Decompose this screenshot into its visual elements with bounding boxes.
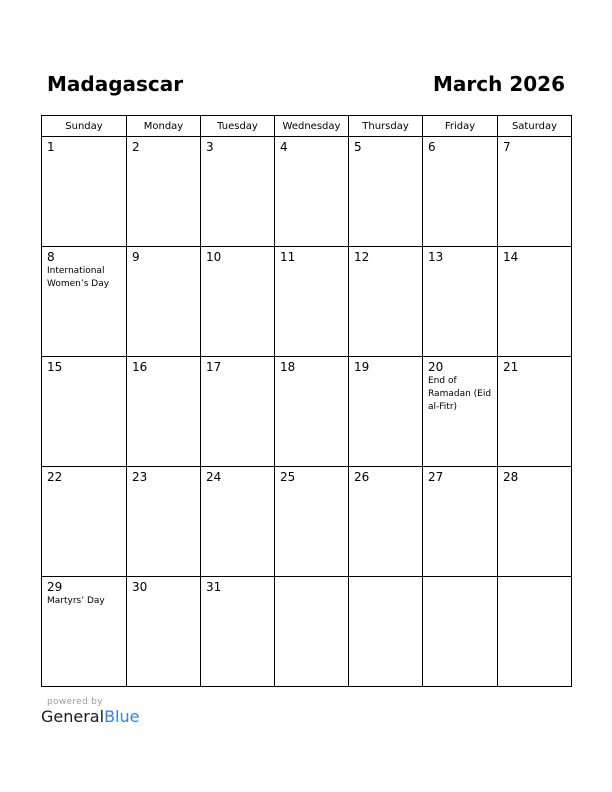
day-cell xyxy=(423,137,498,247)
brand-blue-text: Blue xyxy=(104,707,140,726)
day-cell xyxy=(349,247,423,357)
weekday-header: Thursday xyxy=(349,116,423,137)
day-cell xyxy=(349,357,423,467)
day-number: 6 xyxy=(428,140,436,154)
day-cell xyxy=(498,467,572,577)
day-number: 27 xyxy=(428,470,444,484)
day-number: 31 xyxy=(206,580,222,594)
day-number: 19 xyxy=(354,360,370,374)
week-row xyxy=(42,137,572,247)
day-cell xyxy=(349,577,423,687)
day-cell xyxy=(42,577,127,687)
day-cell xyxy=(201,247,275,357)
day-cell xyxy=(423,247,498,357)
day-cell xyxy=(127,137,201,247)
day-number: 30 xyxy=(132,580,148,594)
day-number: 5 xyxy=(354,140,362,154)
day-cell xyxy=(201,137,275,247)
day-number: 2 xyxy=(132,140,140,154)
day-number: 24 xyxy=(206,470,222,484)
day-cell xyxy=(201,357,275,467)
day-number: 28 xyxy=(503,470,519,484)
day-number: 20 xyxy=(428,360,444,374)
powered-by-label: powered by xyxy=(47,697,103,707)
day-number: 23 xyxy=(132,470,148,484)
weekday-header: Wednesday xyxy=(275,116,349,137)
day-number: 1 xyxy=(47,140,55,154)
weekday-header: Saturday xyxy=(498,116,572,137)
day-cell xyxy=(42,247,127,357)
day-cell xyxy=(498,247,572,357)
day-number: 3 xyxy=(206,140,214,154)
month-title: March 2026 xyxy=(433,72,565,96)
day-number: 11 xyxy=(280,250,296,264)
day-number: 17 xyxy=(206,360,222,374)
calendar-grid xyxy=(41,115,572,687)
day-number: 22 xyxy=(47,470,63,484)
day-cell xyxy=(42,357,127,467)
day-cell xyxy=(275,577,349,687)
day-number: 16 xyxy=(132,360,148,374)
day-number: 26 xyxy=(354,470,370,484)
holiday-label: End of Ramadan (Eid al-Fitr) xyxy=(428,376,492,412)
day-number: 13 xyxy=(428,250,444,264)
day-cell xyxy=(498,577,572,687)
day-cell xyxy=(423,467,498,577)
weekday-header: Sunday xyxy=(42,116,127,137)
weekday-header: Monday xyxy=(127,116,201,137)
day-cell xyxy=(127,247,201,357)
week-row xyxy=(42,247,572,357)
day-number: 21 xyxy=(503,360,519,374)
day-number: 14 xyxy=(503,250,519,264)
holiday-label: Martyrs’ Day xyxy=(47,596,105,606)
day-cell xyxy=(423,577,498,687)
weekday-header: Friday xyxy=(423,116,498,137)
day-number: 15 xyxy=(47,360,63,374)
week-row xyxy=(42,357,572,467)
day-cell xyxy=(42,137,127,247)
day-cell xyxy=(127,467,201,577)
day-cell xyxy=(275,357,349,467)
day-cell xyxy=(498,357,572,467)
brand-general-text: General xyxy=(41,707,105,726)
day-cell xyxy=(498,137,572,247)
weekday-header-row xyxy=(42,116,572,137)
generalblue-logo xyxy=(41,707,139,727)
holiday-label: International Women’s Day xyxy=(47,266,110,289)
country-title: Madagascar xyxy=(47,72,184,96)
day-cell xyxy=(423,357,498,467)
day-cell xyxy=(201,467,275,577)
day-number: 10 xyxy=(206,250,222,264)
day-number: 4 xyxy=(280,140,288,154)
day-cell xyxy=(201,577,275,687)
day-cell xyxy=(275,467,349,577)
day-number: 8 xyxy=(47,250,55,264)
day-number: 7 xyxy=(503,140,511,154)
weekday-header: Tuesday xyxy=(201,116,275,137)
day-cell xyxy=(349,467,423,577)
day-number: 29 xyxy=(47,580,63,594)
day-number: 25 xyxy=(280,470,296,484)
day-cell xyxy=(349,137,423,247)
day-cell xyxy=(42,467,127,577)
day-cell xyxy=(275,247,349,357)
day-number: 18 xyxy=(280,360,296,374)
week-row xyxy=(42,467,572,577)
day-cell xyxy=(275,137,349,247)
week-row xyxy=(42,577,572,687)
day-number: 12 xyxy=(354,250,370,264)
day-cell xyxy=(127,577,201,687)
day-cell xyxy=(127,357,201,467)
day-number: 9 xyxy=(132,250,140,264)
